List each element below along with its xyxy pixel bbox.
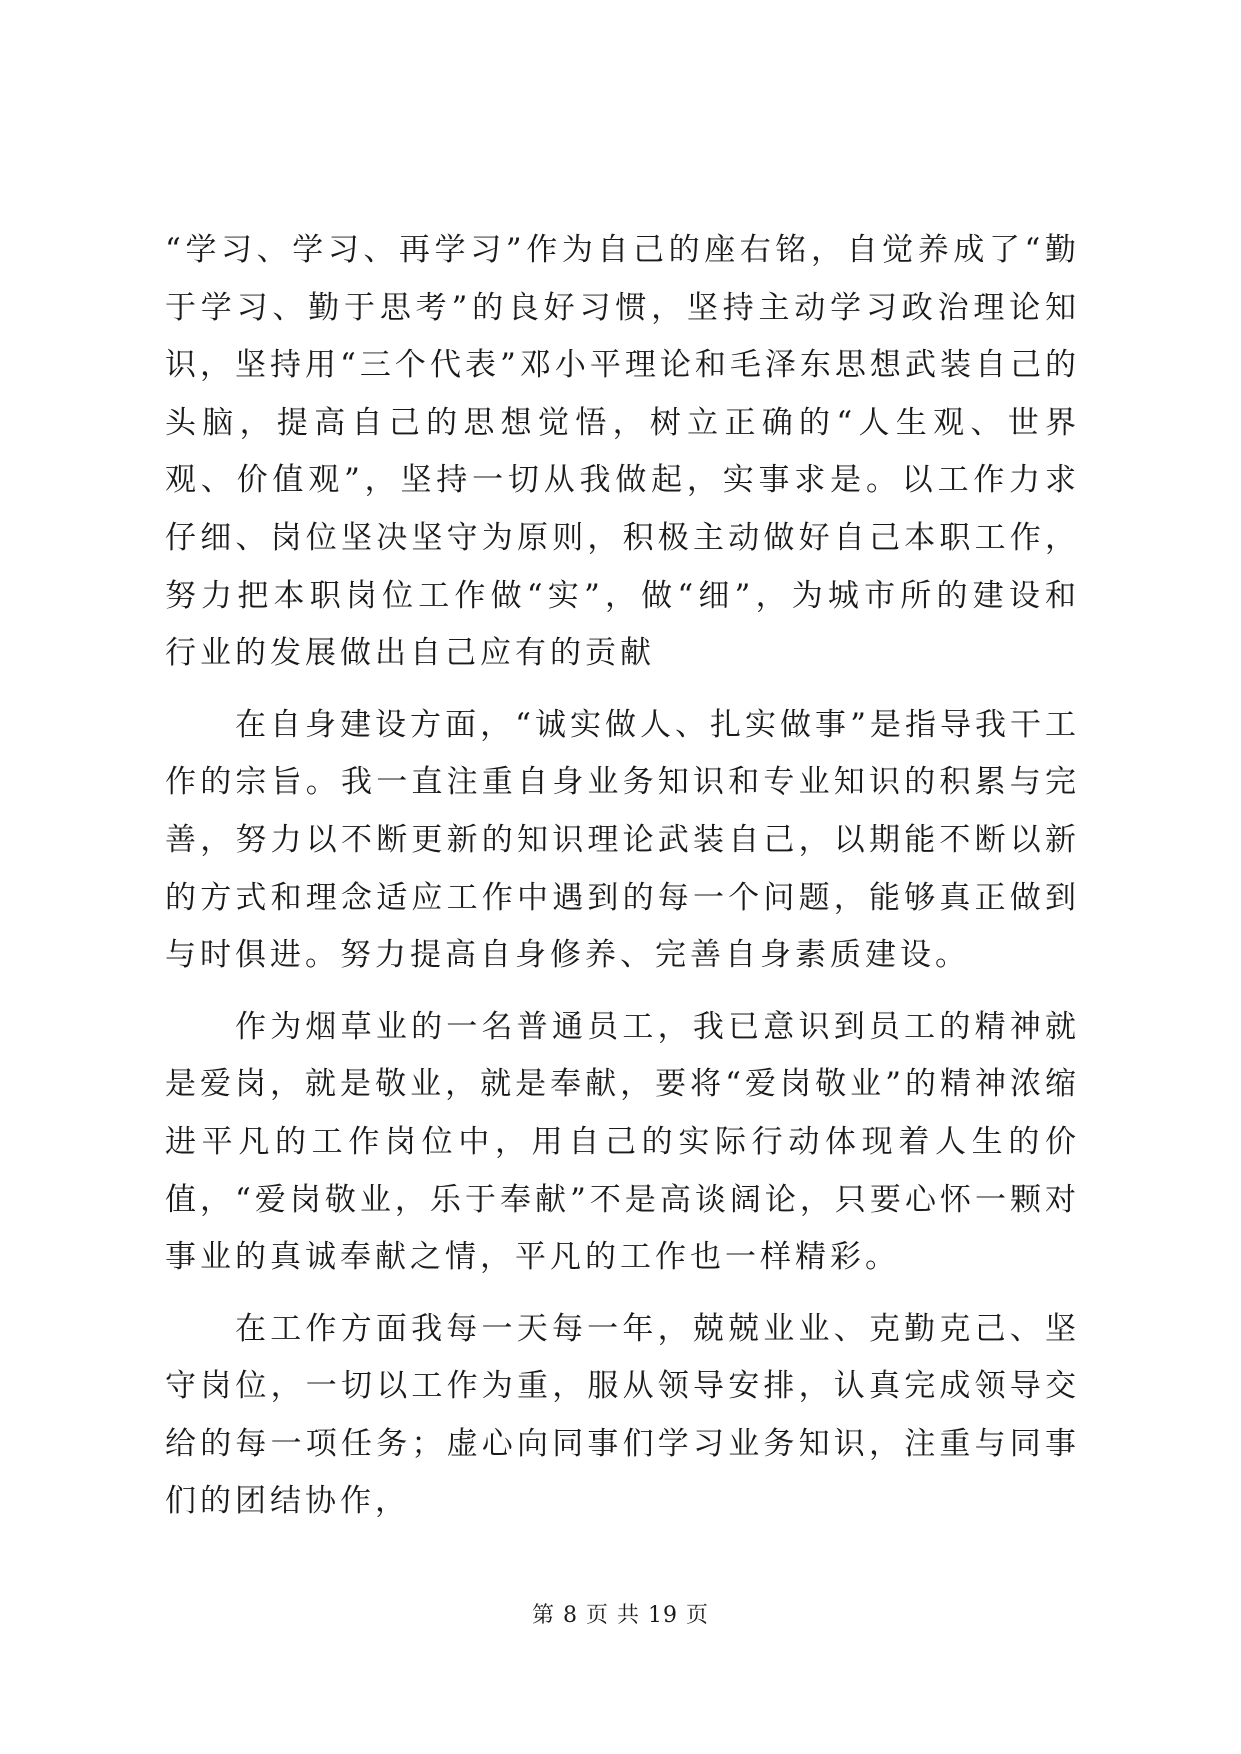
paragraph-3: 作为烟草业的一名普通员工，我已意识到员工的精神就是爱岗，就是敬业，就是奉献，要将“爱岗敬业”的精神浓缩进平凡的工作岗位中，用自己的实际行动体现着人生的价值，“爱岗敬业，乐于奉献”不是高谈阔论，只要心怀一颗对事业的真诚奉献之情，平凡的工作也一样精彩。 [165,1008,1080,1276]
paragraph-2: 在自身建设方面，“诚实做人、扎实做事”是指导我干工作的宗旨。我一直注重自身业务知识和专业知识的积累与完善，努力以不断更新的知识理论武装自己，以期能不断以新的方式和理念适应工作中遇到的每一个问题，能够真正做到与时俱进。努力提高自身修养、完善自身素质建设。 [165,706,1080,974]
paragraph-4: 在工作方面我每一天每一年，兢兢业业、克勤克己、坚守岗位，一切以工作为重，服从领导安排，认真完成领导交给的每一项任务；虚心向同事们学习业务知识，注重与同事们的团结协作， [165,1310,1080,1520]
document-body [165,222,1080,1545]
page-number-footer: 第 8 页 共 19 页 [532,1603,709,1628]
paragraph-1: “学习、学习、再学习”作为自己的座右铭，自觉养成了“勤于学习、勤于思考”的良好习惯，坚持主动学习政治理论知识，坚持用“三个代表”邓小平理论和毛泽东思想武装自己的头脑，提高自己的思想觉悟，树立正确的“人生观、世界观、价值观”，坚持一切从我做起，实事求是。以工作力求仔细、岗位坚决坚守为原则，积极主动做好自己本职工作，努力把本职岗位工作做“实”，做“细”，为城市所的建设和行业的发展做出自己应有的贡献 [165,232,1080,672]
